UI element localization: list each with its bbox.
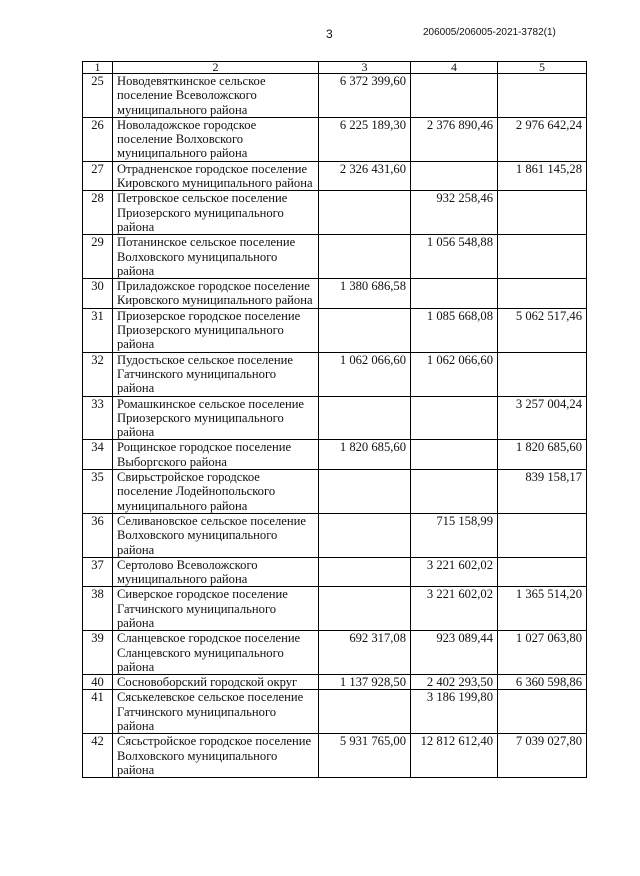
row-number: 33 [83, 396, 113, 440]
amount-col4: 1 056 548,88 [411, 235, 498, 279]
amount-col3 [319, 470, 411, 514]
municipality-name: Петровское сельское поселение Приозерского муниципального района [113, 191, 319, 235]
amount-col4: 715 158,99 [411, 513, 498, 557]
amount-col5: 6 360 598,86 [498, 675, 587, 690]
amount-col3 [319, 587, 411, 631]
amount-col3: 5 931 765,00 [319, 734, 411, 778]
amount-col5: 1 861 145,28 [498, 161, 587, 191]
municipality-name: Новодевяткинское сельское поселение Всеволожского муниципального района [113, 74, 319, 118]
page-number: 3 [326, 27, 333, 41]
table-row [83, 117, 587, 161]
row-number: 35 [83, 470, 113, 514]
amount-col3: 1 380 686,58 [319, 279, 411, 309]
table-row [83, 557, 587, 587]
amount-col4: 2 376 890,46 [411, 117, 498, 161]
amount-col4: 12 812 612,40 [411, 734, 498, 778]
table-row [83, 440, 587, 470]
amount-col5 [498, 557, 587, 587]
table-row [83, 396, 587, 440]
table-row [83, 734, 587, 778]
municipality-name: Потанинское сельское поселение Волховского муниципального района [113, 235, 319, 279]
municipality-name: Сиверское городское поселение Гатчинского муниципального района [113, 587, 319, 631]
table-row [83, 235, 587, 279]
municipality-name: Ромашкинское сельское поселение Приозерского муниципального района [113, 396, 319, 440]
amount-col5: 3 257 004,24 [498, 396, 587, 440]
table-row [83, 587, 587, 631]
amount-col4: 1 085 668,08 [411, 308, 498, 352]
row-number: 41 [83, 690, 113, 734]
amount-col4 [411, 470, 498, 514]
column-header: 1 [83, 62, 113, 74]
amount-col3: 2 326 431,60 [319, 161, 411, 191]
municipality-name: Селивановское сельское поселение Волховского муниципального района [113, 513, 319, 557]
row-number: 36 [83, 513, 113, 557]
row-number: 29 [83, 235, 113, 279]
table-row [83, 279, 587, 309]
municipality-name: Приозерское городское поселение Приозерского муниципального района [113, 308, 319, 352]
column-header: 2 [113, 62, 319, 74]
municipality-name: Сертолово Всеволожского муниципального района [113, 557, 319, 587]
table-row [83, 74, 587, 118]
row-number: 25 [83, 74, 113, 118]
amount-col4: 3 186 199,80 [411, 690, 498, 734]
amount-col3 [319, 191, 411, 235]
municipality-name: Отрадненское городское поселение Кировского муниципального района [113, 161, 319, 191]
amount-col3: 1 062 066,60 [319, 352, 411, 396]
table-row [83, 308, 587, 352]
amount-col5: 2 976 642,24 [498, 117, 587, 161]
amount-col5: 1 027 063,80 [498, 631, 587, 675]
amount-col5: 839 158,17 [498, 470, 587, 514]
amount-col5 [498, 279, 587, 309]
row-number: 39 [83, 631, 113, 675]
table-row [83, 352, 587, 396]
table-row [83, 631, 587, 675]
amount-col5 [498, 191, 587, 235]
amount-col4 [411, 74, 498, 118]
table-row [83, 690, 587, 734]
document-id: 206005/206005-2021-3782(1) [423, 27, 556, 38]
amount-col5 [498, 74, 587, 118]
amount-col4: 1 062 066,60 [411, 352, 498, 396]
row-number: 31 [83, 308, 113, 352]
amount-col5 [498, 690, 587, 734]
amount-col5 [498, 352, 587, 396]
header-row [83, 62, 587, 74]
amount-col3: 1 137 928,50 [319, 675, 411, 690]
table-row [83, 161, 587, 191]
row-number: 30 [83, 279, 113, 309]
amount-col3 [319, 513, 411, 557]
municipality-name: Рощинское городское поселение Выборгского района [113, 440, 319, 470]
amount-col5: 1 365 514,20 [498, 587, 587, 631]
amount-col4: 3 221 602,02 [411, 557, 498, 587]
amount-col4 [411, 440, 498, 470]
municipality-name: Сланцевское городское поселение Сланцевского муниципального района [113, 631, 319, 675]
table-row [83, 191, 587, 235]
amount-col5: 1 820 685,60 [498, 440, 587, 470]
amount-col3 [319, 308, 411, 352]
row-number: 42 [83, 734, 113, 778]
municipality-name: Свирьстройское городское поселение Лодейнопольского муниципального района [113, 470, 319, 514]
amount-col5: 5 062 517,46 [498, 308, 587, 352]
municipality-name: Приладожское городское поселение Кировского муниципального района [113, 279, 319, 309]
row-number: 27 [83, 161, 113, 191]
column-header: 5 [498, 62, 587, 74]
amount-col3 [319, 396, 411, 440]
amount-col4 [411, 396, 498, 440]
amount-col4: 932 258,46 [411, 191, 498, 235]
municipality-name: Пудостьское сельское поселение Гатчинского муниципального района [113, 352, 319, 396]
amount-col5 [498, 513, 587, 557]
row-number: 26 [83, 117, 113, 161]
amount-col4 [411, 279, 498, 309]
table-body [83, 62, 587, 778]
amount-col5 [498, 235, 587, 279]
amount-col3 [319, 690, 411, 734]
table-row [83, 675, 587, 690]
amount-col4: 3 221 602,02 [411, 587, 498, 631]
row-number: 37 [83, 557, 113, 587]
amount-col3: 6 372 399,60 [319, 74, 411, 118]
data-table [82, 61, 587, 778]
table-row [83, 513, 587, 557]
amount-col5: 7 039 027,80 [498, 734, 587, 778]
amount-col3 [319, 557, 411, 587]
municipality-name: Сясьстройское городское поселение Волховского муниципального района [113, 734, 319, 778]
row-number: 40 [83, 675, 113, 690]
amount-col3: 6 225 189,30 [319, 117, 411, 161]
row-number: 32 [83, 352, 113, 396]
table-row [83, 470, 587, 514]
municipality-name: Сосновоборский городской округ [113, 675, 319, 690]
amount-col3 [319, 235, 411, 279]
amount-col4: 923 089,44 [411, 631, 498, 675]
amount-col4 [411, 161, 498, 191]
column-header: 4 [411, 62, 498, 74]
row-number: 28 [83, 191, 113, 235]
amount-col4: 2 402 293,50 [411, 675, 498, 690]
municipality-name: Новоладожское городское поселение Волховского муниципального района [113, 117, 319, 161]
row-number: 38 [83, 587, 113, 631]
amount-col3: 1 820 685,60 [319, 440, 411, 470]
column-header: 3 [319, 62, 411, 74]
municipality-name: Сяськелевское сельское поселение Гатчинского муниципального района [113, 690, 319, 734]
amount-col3: 692 317,08 [319, 631, 411, 675]
row-number: 34 [83, 440, 113, 470]
